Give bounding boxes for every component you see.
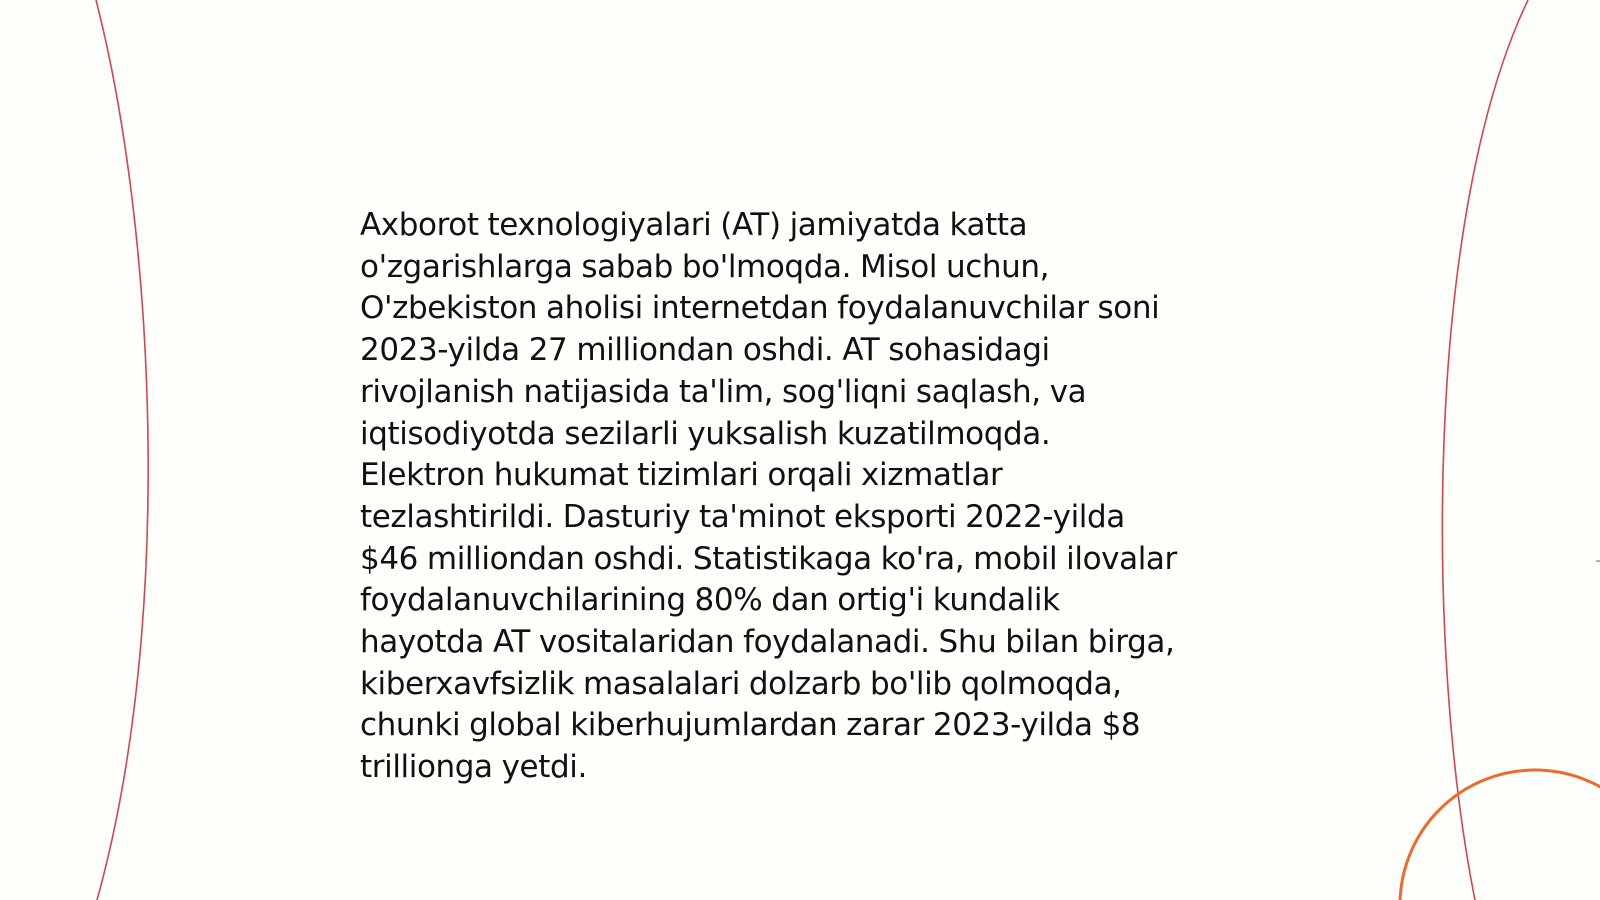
paragraph-line: iqtisodiyotda sezilarli yuksalish kuzatilmoqda. [360, 415, 1051, 452]
paragraph-line: rivojlanish natijasida ta'lim, sog'liqni saqlash, va [360, 373, 1087, 410]
paragraph-line: foydalanuvchilarining 80% dan ortig'i kundalik [360, 582, 1060, 619]
paragraph-line: trillionga yetdi. [360, 749, 587, 786]
paragraph-line: Elektron hukumat tizimlari orqali xizmatlar [360, 457, 1003, 494]
paragraph-line: $46 milliondan oshdi. Statistikaga ko'ra, mobil ilovalar [360, 540, 1177, 577]
paragraph-line: kiberxavfsizlik masalalari dolzarb bo'lib qolmoqda, [360, 665, 1122, 702]
body-paragraph [360, 205, 1240, 789]
paragraph-line: Axborot texnologiyalari (AT) jamiyatda katta [360, 207, 1028, 243]
left-decorative-arc [96, 0, 148, 900]
paragraph-line: 2023-yilda 27 milliondan oshdi. AT sohasidagi [360, 332, 1050, 369]
paragraph-line: O'zbekiston aholisi internetdan foydalanuvchilar soni [360, 290, 1160, 327]
paragraph-line: o'zgarishlarga sabab bo'lmoqda. Misol uchun, [360, 248, 1050, 285]
paragraph-line: tezlashtirildi. Dasturiy ta'minot eksporti 2022-yilda [360, 498, 1125, 535]
paragraph-line: chunki global kiberhujumlardan zarar 2023-yilda $8 [360, 707, 1141, 744]
right-decorative-arc [1442, 0, 1528, 900]
paragraph-line: hayotda AT vositalaridan foydalanadi. Shu bilan birga, [360, 624, 1175, 661]
orange-decorative-circle [1400, 770, 1600, 900]
